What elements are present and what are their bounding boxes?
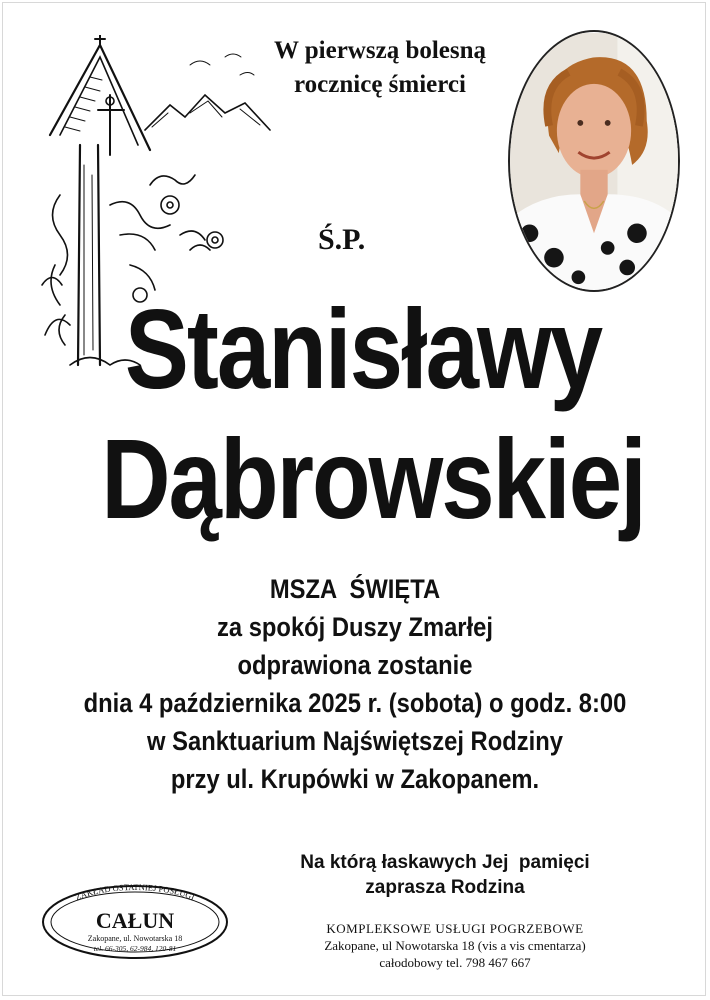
sp-label: Ś.P. <box>318 223 366 256</box>
mass-line: w Sanktuarium Najświętszej Rodziny <box>147 726 563 756</box>
portrait-photo <box>508 30 680 292</box>
mass-line: odprawiona zostanie <box>237 650 473 680</box>
calun-logo <box>40 880 230 960</box>
invitation <box>235 850 655 900</box>
invitation-line-2: zaprasza Rodzina <box>365 877 525 898</box>
heading-line-2: rocznicę śmierci <box>294 71 466 98</box>
heading-line-1: W pierwszą bolesną <box>273 37 487 64</box>
mass-title: MSZA ŚWIĘTA <box>269 574 441 604</box>
deceased-first-name: Stanisławy <box>124 286 602 413</box>
logo-top-text: ZAKŁAD OSTATNIEJ POSŁUGI <box>73 881 197 903</box>
mass-line: dnia 4 października 2025 r. (sobota) o godz. 8:00 <box>83 688 627 718</box>
logo-brand: CAŁUN <box>95 908 175 933</box>
services-address: Zakopane, ul Nowotarska 18 (vis a vis cmentarza) <box>324 938 586 953</box>
mass-line: przy ul. Krupówki w Zakopanem. <box>170 764 540 794</box>
services-title: KOMPLEKSOWE USŁUGI POGRZEBOWE <box>326 921 584 936</box>
deceased-last-name: Dąbrowskiej <box>101 416 645 543</box>
mass-announcement <box>0 570 710 798</box>
anniversary-heading <box>235 34 525 102</box>
logo-address: Zakopane, ul. Nowotarska 18 <box>87 934 183 943</box>
mass-line: za spokój Duszy Zmarłej <box>217 612 493 642</box>
invitation-line-1: Na którą łaskawych Jej pamięci <box>300 852 590 873</box>
services-phone: całodobowy tel. 798 467 667 <box>379 955 531 970</box>
funeral-services-info <box>225 920 685 971</box>
logo-phones: tel. 66-305, 62-984, 120-81 <box>93 944 177 953</box>
